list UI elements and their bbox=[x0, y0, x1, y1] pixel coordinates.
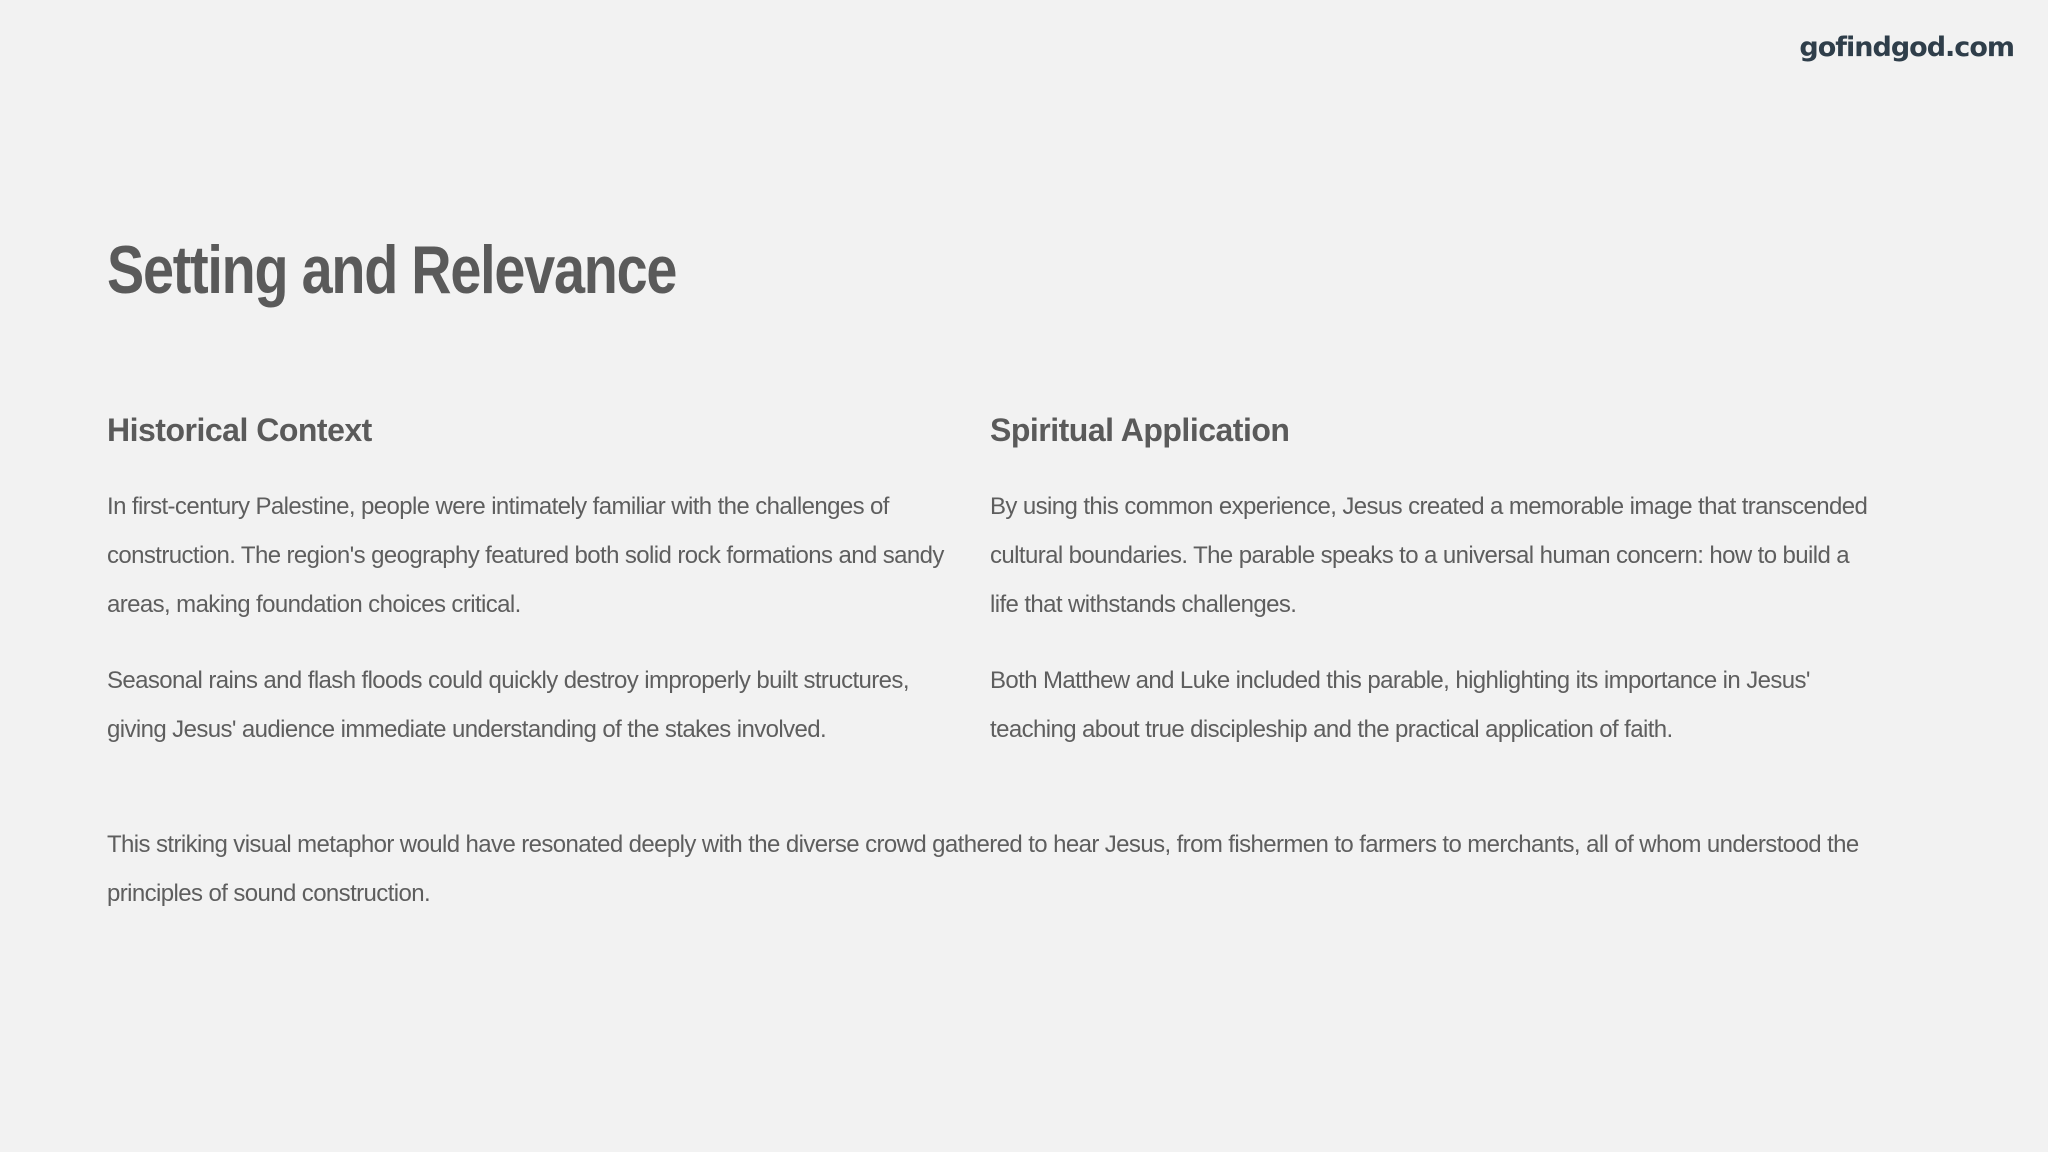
historical-context-paragraph: In first-century Palestine, people were intimately familiar with the challenges of construction. The region's geography featured both solid rock formations and sandy areas, making foundation choices critical. bbox=[107, 493, 944, 618]
closing-paragraph: This striking visual metaphor would have resonated deeply with the diverse crowd gathered to hear Jesus, from fishermen to farmers to merchants, all of whom understood the principles of sound construction. bbox=[107, 831, 1859, 907]
historical-context-heading: Historical Context bbox=[107, 412, 372, 448]
spiritual-application-paragraph: By using this common experience, Jesus created a memorable image that transcended cultural boundaries. The parable speaks to a universal human concern: how to build a life that withstands challenges. bbox=[990, 493, 1868, 618]
spiritual-application-heading: Spiritual Application bbox=[990, 412, 1290, 448]
historical-context-paragraph: Seasonal rains and flash floods could quickly destroy improperly built structures, giving Jesus' audience immediate understanding of the stakes involved. bbox=[107, 667, 909, 743]
spiritual-application-column bbox=[990, 408, 1873, 781]
site-brand: gofindgod.com bbox=[1799, 32, 2014, 63]
two-column-section bbox=[107, 408, 1897, 781]
page-title: Setting and Relevance bbox=[107, 232, 677, 308]
spiritual-application-paragraph: Both Matthew and Luke included this parable, highlighting its importance in Jesus' teaching about true discipleship and the practical application of faith. bbox=[990, 667, 1810, 743]
historical-context-column bbox=[107, 408, 990, 781]
